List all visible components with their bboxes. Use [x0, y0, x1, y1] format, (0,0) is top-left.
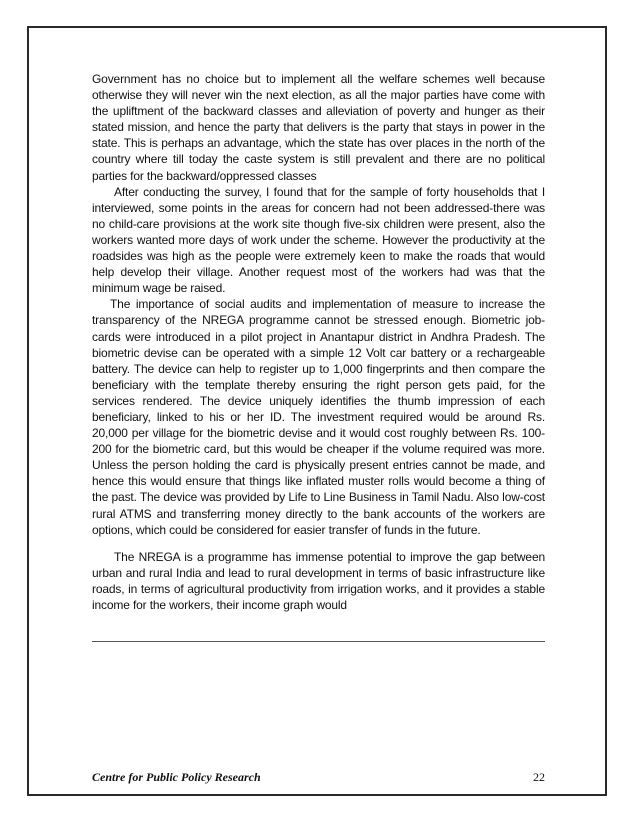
body-text: [92, 71, 545, 613]
paragraph-nrega-potential: The NREGA is a programme has immense potential to improve the gap between urban and rural India and lead to rural development in terms of basic infrastructure like roads, in terms of agricultural productivity from irrigation works, and it provides a stable income for the workers, their income graph would: [92, 549, 545, 612]
paragraph-social-audits: The importance of social audits and implementation of measure to increase the transparency of the NREGA programme cannot be stressed enough. Biometric job-cards were introduced in a pilot project in Anantapur district in Andhra Pradesh. The biometric devise can be operated with a simple 12 Volt car battery or a rechargeable battery. The device can help to register up to 1,000 fingerprints and then compare the beneficiary with the template thereby ensuring the right person gets paid, for the services rendered. The device uniquely identifies the thumb impression of each beneficiary, linked to his or her ID. The investment required would be around Rs. 20,000 per village for the biometric devise and it would cost roughly between Rs. 100-200 for the biometric card, but this would be cheaper if the volume required was more. Unless the person holding the card is physically present entries cannot be made, and hence this would ensure that things like inflated muster rolls would become a thing of the past. The device was provided by Life to Line Business in Tamil Nadu. Also low-cost rural ATMS and transferring money directly to the bank accounts of the workers are options, which could be considered for easier transfer of funds in the future.: [92, 297, 545, 537]
paragraph-survey-findings: After conducting the survey, I found that for the sample of forty households that I interviewed, some points in the areas for concern had not been addressed-there was no child-care provisions at the work site though five-six children were present, also the workers wanted more days of work under the scheme. However the productivity at the roadsides was high as the people were extremely keen to make the roads that would help develop their village. Another request most of the workers had was that the minimum wage be raised.: [92, 184, 545, 296]
paragraph-welfare-schemes: Government has no choice but to implement all the welfare schemes well because otherwise they will never win the next election, as all the major parties have come with the upliftment of the backward classes and alleviation of poverty and hunger as their stated mission, and hence the party that delivers is the party that stays in power in the state. This is perhaps an advantage, which the state has over places in the north of the country where till today the caste system is still prevalent and there are no political parties for the backward/oppressed classes: [92, 72, 545, 183]
page-number: 22: [533, 770, 545, 784]
footer-organization: Centre for Public Policy Research: [92, 770, 261, 784]
separator-line: [92, 641, 545, 642]
